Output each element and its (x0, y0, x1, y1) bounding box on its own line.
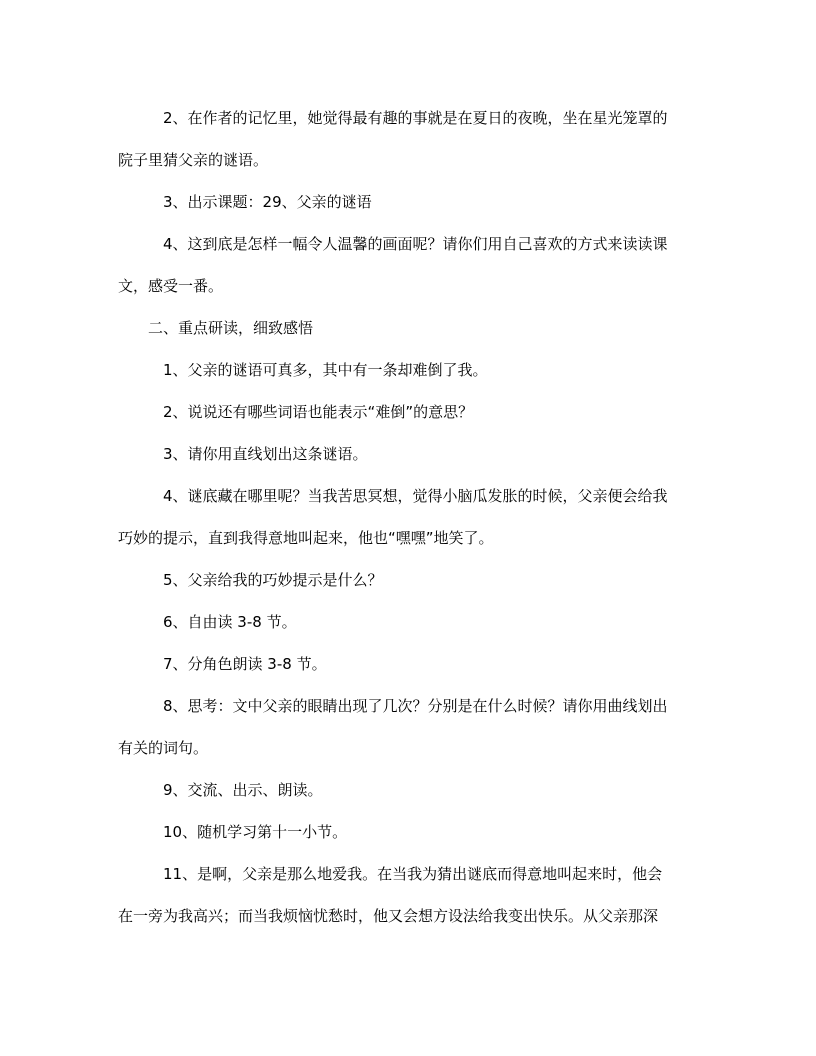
text-line: 2、说说还有哪些词语也能表示“难倒”的意思？ (163, 403, 474, 421)
section-heading: 二、重点研读，细致感悟 (148, 319, 314, 337)
text-line: 6、自由读 3-8 节。 (163, 613, 297, 631)
text-line: 2、在作者的记忆里，她觉得最有趣的事就是在夏日的夜晚，坐在星光笼罩的 (163, 109, 668, 127)
text-line: 院子里猜父亲的谜语。 (118, 151, 269, 169)
text-line: 文，感受一番。 (118, 277, 224, 295)
text-line: 1、父亲的谜语可真多，其中有一条却难倒了我。 (163, 361, 488, 379)
text-line: 11、是啊，父亲是那么地爱我。在当我为猜出谜底而得意地叫起来时，他会 (163, 865, 663, 883)
text-line: 5、父亲给我的巧妙提示是什么？ (163, 571, 383, 589)
text-line: 3、出示课题：29、父亲的谜语 (163, 193, 372, 211)
text-line: 在一旁为我高兴；而当我烦恼忧愁时，他又会想方设法给我变出快乐。从父亲那深 (118, 907, 659, 925)
text-line: 有关的词句。 (118, 739, 209, 757)
text-line: 4、谜底藏在哪里呢？当我苦思冥想，觉得小脑瓜发胀的时候，父亲便会给我 (163, 487, 668, 505)
text-line: 8、思考：文中父亲的眼睛出现了几次？分别是在什么时候？请你用曲线划出 (163, 697, 668, 715)
text-line: 9、交流、出示、朗读。 (163, 781, 323, 799)
text-line: 10、随机学习第十一小节。 (163, 823, 348, 841)
text-line: 巧妙的提示，直到我得意地叫起来，他也“嘿嘿”地笑了。 (118, 529, 494, 547)
text-line: 4、这到底是怎样一幅令人温馨的画面呢？请你们用自己喜欢的方式来读读课 (163, 235, 668, 253)
text-line: 3、请你用直线划出这条谜语。 (163, 445, 368, 463)
text-line: 7、分角色朗读 3-8 节。 (163, 655, 327, 673)
